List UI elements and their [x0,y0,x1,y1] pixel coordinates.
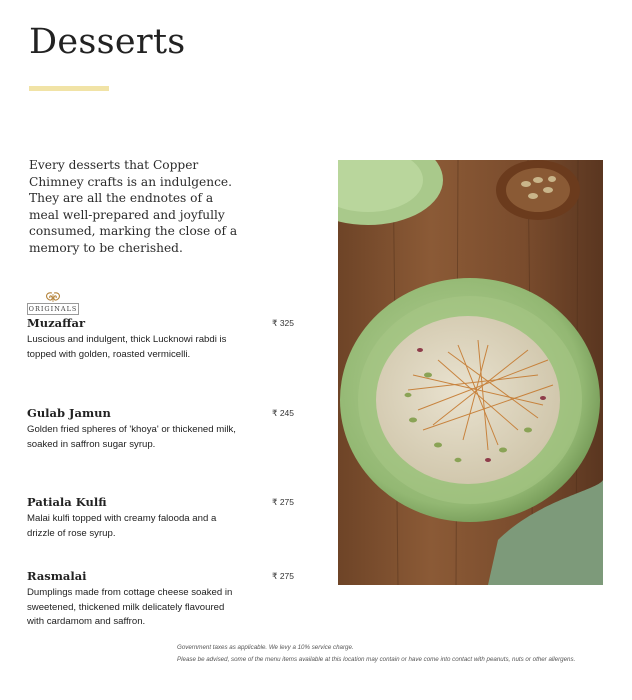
item-name: Patiala Kulfi [27,495,107,509]
item-name: Muzaffar [27,316,86,330]
item-price: ₹ 275 [272,497,294,507]
item-description: Luscious and indulgent, thick Lucknowi rabdi is topped with golden, roasted vermicelli. [27,334,227,360]
item-name: Rasmalai [27,569,87,583]
menu-item-patiala-kulfi [27,495,297,541]
item-description: Dumplings made from cottage cheese soaked in sweetened, thickened milk delicately flavoured with cardamom and saffron. [27,587,233,627]
originals-badge [27,292,79,316]
intro-text: Every desserts that Copper Chimney crafts is an indulgence. They are all the endnotes of a meal well-prepared and joyfully consumed, marking the close of a memory to be cherished. [29,158,238,255]
originals-emblem-icon [43,292,63,303]
menu-item-muzaffar [27,316,297,362]
item-price: ₹ 325 [272,318,294,328]
item-price: ₹ 245 [272,408,294,418]
menu-item-gulab-jamun [27,406,297,452]
page-title: Desserts [29,22,186,62]
allergen-note: Please be advised, some of the menu items available at this location may contain or have come into contact with peanuts, nuts or other allergens. [177,656,576,663]
menu-item-rasmalai [27,569,297,630]
item-description: Golden fried spheres of 'khoya' or thickened milk, soaked in saffron sugar syrup. [27,424,236,450]
item-price: ₹ 275 [272,571,294,581]
tax-note: Government taxes as applicable. We levy a 10% service charge. [177,644,354,651]
title-underline [29,86,109,91]
item-description: Malai kulfi topped with creamy falooda and a drizzle of rose syrup. [27,513,217,539]
originals-label: ORIGINALS [28,305,78,313]
item-name: Gulab Jamun [27,406,111,420]
dessert-photo [338,160,603,585]
